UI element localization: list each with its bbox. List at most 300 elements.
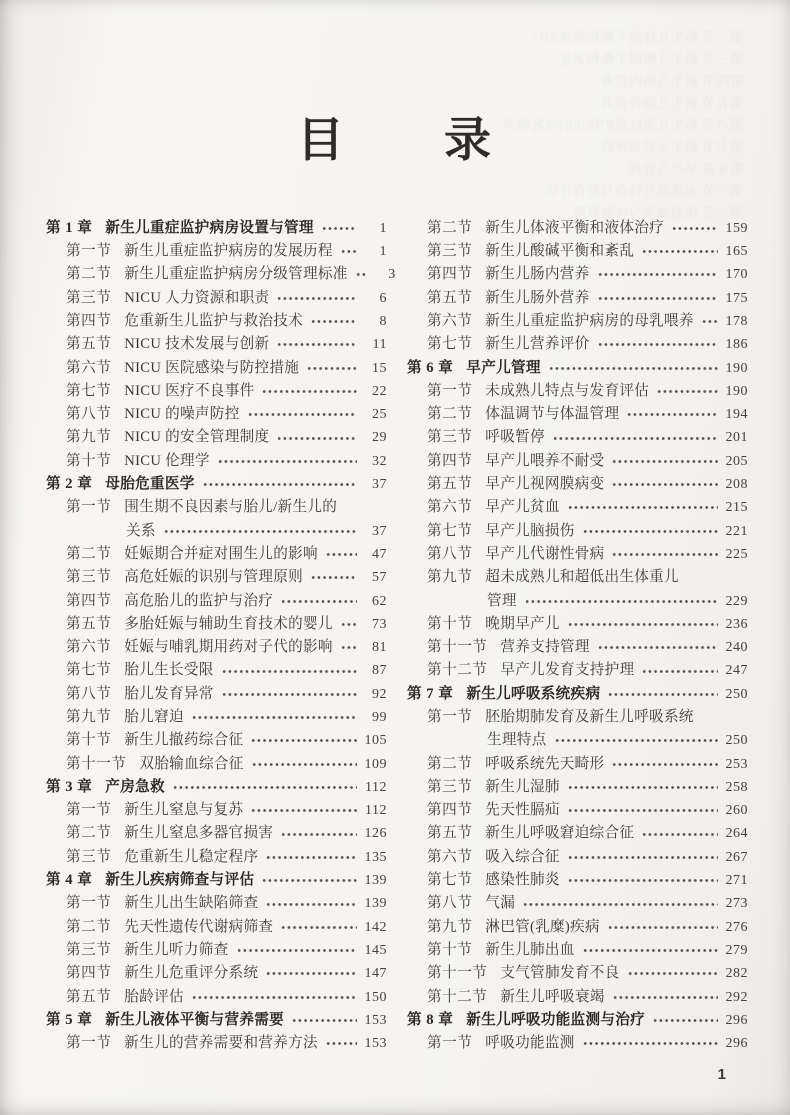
toc-section-row xyxy=(407,776,748,799)
dot-leader xyxy=(642,668,718,675)
entry-title: 早产儿视网膜病变 xyxy=(485,476,605,493)
dot-leader xyxy=(248,411,357,418)
entry-title: 高危妊娠的识别与管理原则 xyxy=(124,569,304,586)
entry-page-number: 170 xyxy=(725,267,748,283)
toc-section-row xyxy=(407,822,748,845)
entry-label: 第六节 xyxy=(427,312,473,329)
dot-leader xyxy=(262,388,357,395)
toc-continuation-row xyxy=(407,590,748,613)
dot-leader xyxy=(203,481,357,488)
toc-section-row xyxy=(46,287,387,310)
entry-title: 新生儿疾病筛查与评估 xyxy=(105,872,255,889)
entry-label: 第三节 xyxy=(66,941,112,958)
dot-leader xyxy=(251,807,357,814)
entry-page-number: 240 xyxy=(725,640,748,656)
entry-label: 第六节 xyxy=(66,639,112,656)
toc-section-row xyxy=(46,496,387,519)
entry-title: 生理特点 xyxy=(487,732,547,749)
dot-leader xyxy=(356,271,366,278)
dot-leader xyxy=(277,341,357,348)
entry-label: 第三节 xyxy=(427,243,473,260)
dot-leader xyxy=(598,341,718,348)
toc-section-row xyxy=(46,403,387,426)
dot-leader xyxy=(612,458,718,465)
dot-leader xyxy=(292,1017,357,1024)
entry-title: 呼吸系统先天畸形 xyxy=(485,755,605,772)
toc-section-row xyxy=(407,753,748,776)
entry-page-number: 273 xyxy=(725,896,748,912)
dot-leader xyxy=(523,901,718,908)
toc-section-row xyxy=(407,892,748,915)
entry-title: 危重新生儿稳定程序 xyxy=(124,848,259,865)
dot-leader xyxy=(164,528,357,535)
entry-title: NICU 技术发展与创新 xyxy=(124,336,270,353)
dot-leader xyxy=(192,714,357,721)
entry-label: 第四节 xyxy=(66,312,112,329)
entry-label: 第十节 xyxy=(427,615,473,632)
dot-leader xyxy=(612,551,718,558)
toc-chapter-row xyxy=(46,776,387,799)
dot-leader xyxy=(598,271,718,278)
entry-label: 第五节 xyxy=(66,615,112,632)
entry-page-number: 3 xyxy=(388,267,396,283)
entry-label: 第八节 xyxy=(427,895,473,912)
entry-page-number: 73 xyxy=(372,616,387,632)
entry-title: 体温调节与体温管理 xyxy=(485,406,620,423)
entry-label: 第九节 xyxy=(66,429,112,446)
entry-label: 第 7 章 xyxy=(407,685,454,702)
entry-page-number: 165 xyxy=(725,244,748,260)
entry-page-number: 276 xyxy=(725,919,748,935)
entry-label: 第十一节 xyxy=(66,755,127,772)
entry-page-number: 25 xyxy=(372,407,387,423)
dot-leader xyxy=(281,598,357,605)
entry-page-number: 250 xyxy=(725,686,748,702)
entry-label: 第一节 xyxy=(427,1035,473,1052)
entry-page-number: 175 xyxy=(725,290,748,306)
entry-title: 早产儿喂养不耐受 xyxy=(485,452,605,469)
entry-label: 第一节 xyxy=(66,499,112,516)
entry-title: 胎儿生长受限 xyxy=(124,662,214,679)
entry-label: 第五节 xyxy=(427,289,473,306)
dot-leader xyxy=(266,901,357,908)
entry-title: 新生儿重症监护病房的发展历程 xyxy=(124,243,333,260)
dot-leader xyxy=(173,784,357,791)
entry-page-number: 159 xyxy=(725,220,748,236)
entry-page-number: 279 xyxy=(725,942,748,958)
entry-title: 新生儿窒息与复苏 xyxy=(124,802,244,819)
entry-page-number: 87 xyxy=(372,663,387,679)
entry-page-number: 260 xyxy=(725,803,748,819)
entry-page-number: 271 xyxy=(725,873,748,889)
toc-section-row xyxy=(46,566,387,589)
toc-section-row xyxy=(46,310,387,333)
entry-title: 新生儿肺出血 xyxy=(485,941,575,958)
toc-section-row xyxy=(407,916,748,939)
entry-label: 第七节 xyxy=(427,872,473,889)
entry-label: 第七节 xyxy=(427,336,473,353)
entry-label: 第七节 xyxy=(66,382,112,399)
entry-page-number: 11 xyxy=(372,337,387,353)
dot-leader xyxy=(642,248,718,255)
toc-section-row xyxy=(407,543,748,566)
entry-page-number: 186 xyxy=(725,337,748,353)
entry-label: 第九节 xyxy=(427,569,473,586)
entry-page-number: 99 xyxy=(372,709,387,725)
entry-title: 先天性遗传代谢病筛查 xyxy=(124,918,274,935)
entry-page-number: 135 xyxy=(364,849,387,865)
entry-title: 新生儿体液平衡和液体治疗 xyxy=(485,219,665,236)
entry-label: 第 3 章 xyxy=(46,778,93,795)
toc-section-row xyxy=(46,1032,387,1055)
dot-leader xyxy=(222,668,357,675)
toc-section-row xyxy=(407,450,748,473)
entry-page-number: 145 xyxy=(364,942,387,958)
entry-label: 第十二节 xyxy=(427,662,488,679)
dot-leader xyxy=(653,1017,718,1024)
entry-title: 先天性膈疝 xyxy=(485,802,560,819)
entry-title: 关系 xyxy=(126,522,156,539)
dot-leader xyxy=(568,621,718,628)
toc-section-row xyxy=(407,473,748,496)
dot-leader xyxy=(702,318,718,325)
entry-label: 第 4 章 xyxy=(46,872,93,889)
entry-page-number: 296 xyxy=(725,1012,748,1028)
entry-title: 妊娠期合并症对围生儿的影响 xyxy=(124,545,318,562)
toc-column-right xyxy=(407,217,748,1056)
entry-label: 第十节 xyxy=(427,941,473,958)
toc-section-row xyxy=(46,263,396,286)
dot-leader xyxy=(341,644,357,651)
entry-page-number: 15 xyxy=(372,360,387,376)
entry-title: 妊娠与哺乳期用药对子代的影响 xyxy=(124,639,333,656)
dot-leader xyxy=(277,435,357,442)
entry-title: NICU 人力资源和职责 xyxy=(124,289,270,306)
entry-page-number: 153 xyxy=(364,1036,387,1052)
dot-leader xyxy=(568,877,718,884)
dot-leader xyxy=(642,831,718,838)
entry-label: 第十一节 xyxy=(427,965,488,982)
entry-page-number: 225 xyxy=(725,546,748,562)
toc-section-row xyxy=(407,520,748,543)
dot-leader xyxy=(568,504,718,511)
dot-leader xyxy=(583,1040,718,1047)
toc-section-row xyxy=(407,659,748,682)
entry-title: 吸入综合征 xyxy=(485,848,560,865)
entry-label: 第二节 xyxy=(66,545,112,562)
dot-leader xyxy=(549,365,718,372)
entry-page-number: 105 xyxy=(364,733,387,749)
entry-label: 第四节 xyxy=(427,802,473,819)
toc-chapter-row xyxy=(407,683,748,706)
entry-label: 第四节 xyxy=(427,452,473,469)
toc-chapter-row xyxy=(46,473,387,496)
toc-section-row xyxy=(407,636,748,659)
dot-leader xyxy=(237,947,357,954)
entry-page-number: 153 xyxy=(364,1012,387,1028)
dot-leader xyxy=(281,924,357,931)
entry-page-number: 296 xyxy=(725,1036,748,1052)
entry-title: 新生儿重症监护病房分级管理标准 xyxy=(124,266,348,283)
entry-title: 多胎妊娠与辅助生育技术的婴儿 xyxy=(124,615,333,632)
entry-title: 早产儿代谢性骨病 xyxy=(485,545,605,562)
entry-page-number: 81 xyxy=(372,640,387,656)
toc-section-row xyxy=(407,310,748,333)
entry-title: 管理 xyxy=(487,592,517,609)
dot-leader xyxy=(277,295,357,302)
entry-label: 第九节 xyxy=(66,708,112,725)
entry-title: 新生儿酸碱平衡和紊乱 xyxy=(485,243,635,260)
entry-page-number: 292 xyxy=(725,989,748,1005)
entry-label: 第十一节 xyxy=(427,639,488,656)
entry-label: 第二节 xyxy=(66,266,112,283)
toc-section-row xyxy=(407,613,748,636)
entry-title: 胎龄评估 xyxy=(124,988,184,1005)
entry-page-number: 215 xyxy=(725,500,748,516)
entry-title: 围生期不良因素与胎儿/新生儿的 xyxy=(124,499,338,516)
toc-section-row xyxy=(407,240,748,263)
entry-title: 新生儿湿肺 xyxy=(485,778,560,795)
entry-page-number: 22 xyxy=(372,383,387,399)
entry-page-number: 194 xyxy=(725,407,748,423)
toc-section-row xyxy=(46,613,387,636)
entry-label: 第二节 xyxy=(66,918,112,935)
entry-label: 第三节 xyxy=(427,429,473,446)
entry-label: 第三节 xyxy=(66,848,112,865)
toc-chapter-row xyxy=(46,1009,387,1032)
entry-title: 胚胎期肺发育及新生儿呼吸系统 xyxy=(485,708,694,725)
entry-page-number: 247 xyxy=(725,663,748,679)
toc-section-row xyxy=(407,426,748,449)
dot-leader xyxy=(251,737,357,744)
entry-title: 新生儿重症监护病房设置与管理 xyxy=(105,219,314,236)
entry-title: NICU 的安全管理制度 xyxy=(124,429,270,446)
entry-label: 第二节 xyxy=(66,825,112,842)
entry-title: 呼吸功能监测 xyxy=(485,1035,575,1052)
entry-title: 感染性肺炎 xyxy=(485,872,560,889)
dot-leader xyxy=(525,598,718,605)
entry-title: 支气管肺发育不良 xyxy=(500,965,620,982)
dot-leader xyxy=(627,411,718,418)
entry-title: 新生儿呼吸功能监测与治疗 xyxy=(466,1011,646,1028)
entry-page-number: 32 xyxy=(372,453,387,469)
entry-label: 第五节 xyxy=(66,336,112,353)
toc-section-row xyxy=(46,380,387,403)
dot-leader xyxy=(583,947,718,954)
entry-page-number: 109 xyxy=(364,756,387,772)
entry-title: 淋巴管(乳糜)疾病 xyxy=(485,918,600,935)
entry-label: 第八节 xyxy=(427,545,473,562)
dot-leader xyxy=(326,551,357,558)
entry-label: 第 6 章 xyxy=(407,359,454,376)
entry-label: 第一节 xyxy=(66,895,112,912)
entry-label: 第十二节 xyxy=(427,988,488,1005)
entry-title: 早产儿贫血 xyxy=(485,499,560,516)
entry-page-number: 1 xyxy=(379,244,387,260)
dot-leader xyxy=(672,225,718,232)
entry-title: 新生儿呼吸窘迫综合征 xyxy=(485,825,635,842)
entry-page-number: 264 xyxy=(725,826,748,842)
toc-section-row xyxy=(46,729,387,752)
entry-label: 第一节 xyxy=(66,243,112,260)
entry-title: 危重新生儿监护与救治技术 xyxy=(124,312,304,329)
entry-page-number: 37 xyxy=(372,523,387,539)
dot-leader xyxy=(192,994,357,1001)
toc-chapter-row xyxy=(46,869,387,892)
entry-label: 第四节 xyxy=(66,592,112,609)
toc-section-row xyxy=(407,939,748,962)
entry-page-number: 62 xyxy=(372,593,387,609)
entry-page-number: 6 xyxy=(379,290,387,306)
dot-leader xyxy=(311,318,357,325)
toc-section-row xyxy=(46,846,387,869)
dot-leader xyxy=(341,621,357,628)
toc-section-row xyxy=(46,357,387,380)
entry-page-number: 112 xyxy=(365,779,387,795)
entry-label: 第八节 xyxy=(66,685,112,702)
toc-column-left xyxy=(46,217,396,1056)
entry-page-number: 208 xyxy=(725,477,748,493)
toc-chapter-row xyxy=(46,217,387,240)
toc-section-row xyxy=(407,962,748,985)
dot-leader xyxy=(608,691,718,698)
entry-label: 第七节 xyxy=(427,522,473,539)
entry-label: 第八节 xyxy=(66,406,112,423)
entry-label: 第三节 xyxy=(427,778,473,795)
dot-leader xyxy=(568,807,718,814)
entry-page-number: 190 xyxy=(725,383,748,399)
entry-title: 新生儿营养评价 xyxy=(485,336,590,353)
toc-continuation-row xyxy=(407,729,748,752)
toc-section-row xyxy=(407,287,748,310)
entry-page-number: 92 xyxy=(372,686,387,702)
entry-label: 第十节 xyxy=(66,452,112,469)
toc-section-row xyxy=(407,869,748,892)
toc-section-row xyxy=(46,939,387,962)
toc-section-row xyxy=(46,659,387,682)
entry-title: 新生儿窒息多器官损害 xyxy=(124,825,274,842)
toc-section-row xyxy=(46,799,387,822)
entry-page-number: 139 xyxy=(364,873,387,889)
toc-section-row xyxy=(46,590,387,613)
dot-leader xyxy=(568,784,718,791)
dot-leader xyxy=(307,365,357,372)
entry-title: 新生儿液体平衡与营养需要 xyxy=(105,1011,285,1028)
entry-title: NICU 医疗不良事件 xyxy=(124,382,255,399)
entry-label: 第二节 xyxy=(427,406,473,423)
entry-page-number: 29 xyxy=(372,430,387,446)
dot-leader xyxy=(218,458,357,465)
dot-leader xyxy=(252,761,357,768)
entry-page-number: 8 xyxy=(379,313,387,329)
entry-page-number: 150 xyxy=(364,989,387,1005)
dot-leader xyxy=(555,737,718,744)
entry-title: 营养支持管理 xyxy=(500,639,590,656)
toc-section-row xyxy=(46,543,387,566)
entry-title: 新生儿重症监护病房的母乳喂养 xyxy=(485,312,694,329)
entry-page-number: 253 xyxy=(725,756,748,772)
entry-title: 超未成熟儿和超低出生体重儿 xyxy=(485,569,679,586)
entry-label: 第六节 xyxy=(66,359,112,376)
entry-label: 第三节 xyxy=(66,569,112,586)
entry-page-number: 236 xyxy=(725,616,748,632)
entry-page-number: 221 xyxy=(725,523,748,539)
entry-label: 第五节 xyxy=(66,988,112,1005)
toc-section-row xyxy=(46,962,387,985)
dot-leader xyxy=(612,481,718,488)
entry-label: 第一节 xyxy=(66,1035,112,1052)
toc-section-row xyxy=(407,217,748,240)
entry-label: 第 5 章 xyxy=(46,1011,93,1028)
entry-page-number: 1 xyxy=(379,220,387,236)
dot-leader xyxy=(657,388,718,395)
entry-title: NICU 的噪声防控 xyxy=(124,406,240,423)
entry-page-number: 47 xyxy=(372,546,387,562)
toc-continuation-row xyxy=(46,520,387,543)
toc-section-row xyxy=(407,333,748,356)
entry-title: 双胎输血综合征 xyxy=(139,755,244,772)
entry-title: 早产儿发育支持护理 xyxy=(500,662,635,679)
entry-title: 胎儿发育异常 xyxy=(124,685,214,702)
toc-section-row xyxy=(46,822,387,845)
entry-label: 第一节 xyxy=(427,382,473,399)
dot-leader xyxy=(262,877,357,884)
dot-leader xyxy=(583,528,718,535)
toc-section-row xyxy=(407,846,748,869)
toc-section-row xyxy=(407,380,748,403)
dot-leader xyxy=(608,924,718,931)
entry-label: 第二节 xyxy=(427,755,473,772)
entry-label: 第 2 章 xyxy=(46,476,93,493)
dot-leader xyxy=(322,225,357,232)
entry-title: 新生儿听力筛查 xyxy=(124,941,229,958)
toc-section-row xyxy=(46,892,387,915)
entry-label: 第五节 xyxy=(427,476,473,493)
toc-section-row xyxy=(407,403,748,426)
dot-leader xyxy=(341,248,357,255)
toc-section-row xyxy=(46,753,387,776)
entry-label: 第七节 xyxy=(66,662,112,679)
entry-title: 新生儿撤药综合征 xyxy=(124,732,244,749)
dot-leader xyxy=(613,994,718,1001)
entry-label: 第 8 章 xyxy=(407,1011,454,1028)
toc-section-row xyxy=(46,426,387,449)
entry-page-number: 139 xyxy=(364,896,387,912)
entry-label: 第六节 xyxy=(427,848,473,865)
entry-label: 第一节 xyxy=(66,802,112,819)
dot-leader xyxy=(568,854,718,861)
toc-section-row xyxy=(407,706,748,729)
entry-title: 早产儿脑损伤 xyxy=(485,522,575,539)
entry-label: 第二节 xyxy=(427,219,473,236)
toc-columns xyxy=(0,217,790,1056)
entry-label: 第十节 xyxy=(66,732,112,749)
entry-label: 第一节 xyxy=(427,708,473,725)
toc-section-row xyxy=(46,683,387,706)
dot-leader xyxy=(266,854,357,861)
entry-title: 新生儿的营养需要和营养方法 xyxy=(124,1035,318,1052)
entry-page-number: 126 xyxy=(364,826,387,842)
entry-title: NICU 医院感染与防控措施 xyxy=(124,359,300,376)
entry-page-number: 37 xyxy=(372,477,387,493)
entry-label: 第四节 xyxy=(66,965,112,982)
entry-label: 第六节 xyxy=(427,499,473,516)
entry-page-number: 229 xyxy=(725,593,748,609)
entry-title: 新生儿出生缺陷筛查 xyxy=(124,895,259,912)
toc-section-row xyxy=(407,799,748,822)
entry-title: 胎儿窘迫 xyxy=(124,708,184,725)
page-title: 目 录 xyxy=(297,115,493,167)
